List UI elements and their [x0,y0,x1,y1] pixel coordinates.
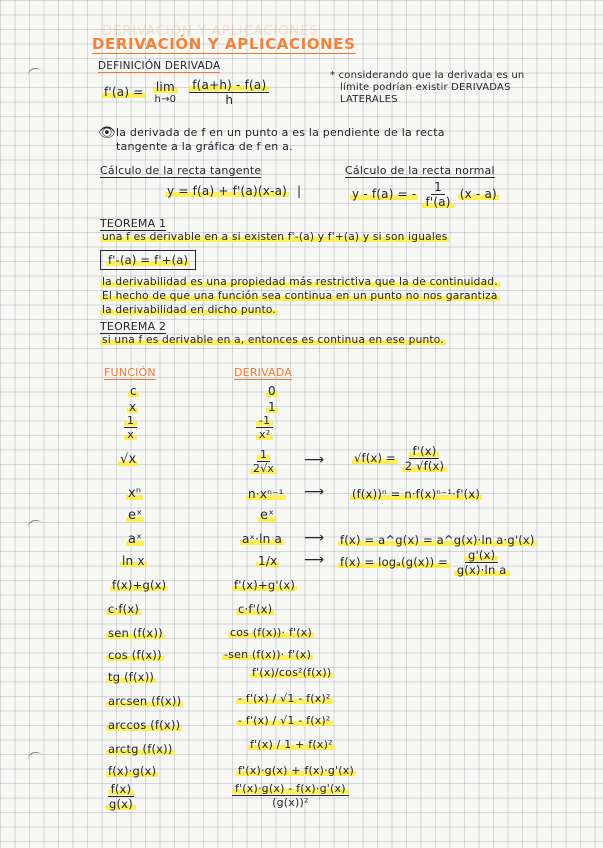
note-line-2: límite podrían existir DERIVADAS [340,82,511,93]
function-sen: sen (f(x)) [108,626,163,640]
continuity-line-2: El hecho de que una función sea continua en un punto no nos garantiza [102,290,498,302]
derivative-arctg: f'(x) / 1 + f(x)² [250,738,333,751]
derivative-power: n·xⁿ⁻¹ [248,487,284,501]
derivative-arccos: - f'(x) / √1 - f(x)² [238,714,331,727]
note-line-3: LATERALES [340,94,398,105]
geo-line-2: tangente a la gráfica de f en a. [116,140,293,153]
derivative-product: f'(x)·g(x) + f(x)·g'(x) [238,764,354,777]
page-title: DERIVACIÓN Y APLICACIONES [92,35,356,53]
derivative-sen: cos (f(x))· f'(x) [230,626,312,639]
arrow-log: ⟶ [304,552,325,568]
derivative-definition [102,78,269,107]
function-exp: eˣ [128,508,143,523]
eye-icon: 👁︎ [98,125,116,141]
function-arcsen: arcsen (f(x)) [108,694,182,708]
derivative-sum: f'(x)+g'(x) [234,578,296,592]
definition-heading: DEFINICIÓN DERIVADA [98,60,221,72]
note-line-1: * considerando que la derivada es un [330,70,525,81]
tangent-heading: Cálculo de la recta tangente [100,164,262,177]
tangent-equation: y = f(a) + f'(a)(x-a) | [167,184,302,198]
definition-lhs: f'(a) = [104,85,144,99]
derivative-tg: f'(x)/cos²(f(x)) [252,666,332,679]
column-header-function: FUNCIÓN [104,366,156,379]
function-ln: ln x [122,554,145,568]
function-sqrt: √x [120,452,137,467]
chain-rule-a-power-x: f(x) = a^g(x) = a^g(x)·ln a·g'(x) [340,533,535,547]
definition-denominator: h [225,93,234,107]
function-quotient: $\frac{f(x)}{g(x)}$ [106,782,136,811]
theorem-2-heading: TEOREMA 2 [100,320,167,333]
derivative-cos: -sen (f(x))· f'(x) [224,648,312,661]
arrow-a-power-x: ⟶ [304,530,325,546]
function-reciprocal: $\frac{1}{x}$ [124,414,137,441]
title-ghost: DERIVACIÓN Y APLICACIONES [102,24,319,39]
function-a-power-x: aˣ [128,532,143,547]
normal-equation: y - f(a) = - $\frac{1}{f'(a)}$ (x - a) [352,180,497,209]
function-sum: f(x)+g(x) [112,578,167,592]
derivative-reciprocal: $\frac{-1}{\text{x²}}$ [256,414,273,441]
chain-rule-power: (f(x))ⁿ = n·f(x)ⁿ⁻¹·f'(x) [352,487,481,501]
derivative-ln: 1/x [258,554,278,568]
function-cos: cos (f(x)) [108,648,162,662]
function-power: xⁿ [128,486,142,501]
derivative-constant: 0 [268,384,276,398]
continuity-line-1: la derivabilidad es una propiedad más restrictiva que la de continuidad. [102,276,498,288]
function-constant: c [130,384,137,398]
binder-hole-bottom [28,752,42,766]
definition-numerator: f(a+h) - f(a) [189,78,269,93]
derivative-exp: eˣ [260,508,275,523]
theorem-2-text: si una f es derivable en a, entonces es continua en ese punto. [102,334,444,346]
binder-hole-middle [28,520,42,534]
theorem-1-heading: TEOREMA 1 [100,217,167,230]
function-product: f(x)·g(x) [108,764,157,778]
function-x: x [129,400,137,414]
function-arctg: arctg (f(x)) [108,742,173,756]
binder-hole-top [28,68,42,82]
continuity-line-3: la derivabilidad en dicho punto. [102,304,276,316]
limit-word: lim [153,80,178,94]
function-tg: tg (f(x)) [108,670,155,684]
theorem-1-box: f'-(a) = f'+(a) [100,250,196,270]
geo-line-1: la derivada de f en un punto a es la pendiente de la recta [116,126,445,139]
derivative-x: 1 [268,400,276,414]
function-arccos: arccos (f(x)) [108,718,181,732]
arrow-sqrt: ⟶ [304,452,325,468]
theorem-1-text: una f es derivable en a si existen f'-(a) y f'+(a) y si son iguales [102,231,448,243]
function-constant-times: c·f(x) [108,602,140,616]
chain-rule-sqrt: √f(x) = $\frac{f'(x)}{2 √f(x)}$ [352,444,447,473]
column-header-derivative: DERIVADA [234,366,293,379]
limit-subscript: h→0 [154,94,177,105]
derivative-constant-times: c·f'(x) [238,602,273,616]
arrow-power: ⟶ [304,484,325,500]
derivative-arcsen: - f'(x) / √1 - f(x)² [238,692,331,705]
derivative-a-power-x: aˣ·ln a [242,532,283,546]
chain-rule-log: f(x) = logₐ(g(x)) = $\frac{g'(x)}{\text{g(x)·ln a}}$ [338,548,510,577]
normal-heading: Cálculo de la recta normal [345,164,495,177]
derivative-quotient: $\frac{f'(x)\cdot g(x) - f(x)\cdot g'(x)}{\text{(g(x))²}}$ [232,782,349,809]
derivative-sqrt: $\frac{1}{2√x}$ [250,448,277,475]
